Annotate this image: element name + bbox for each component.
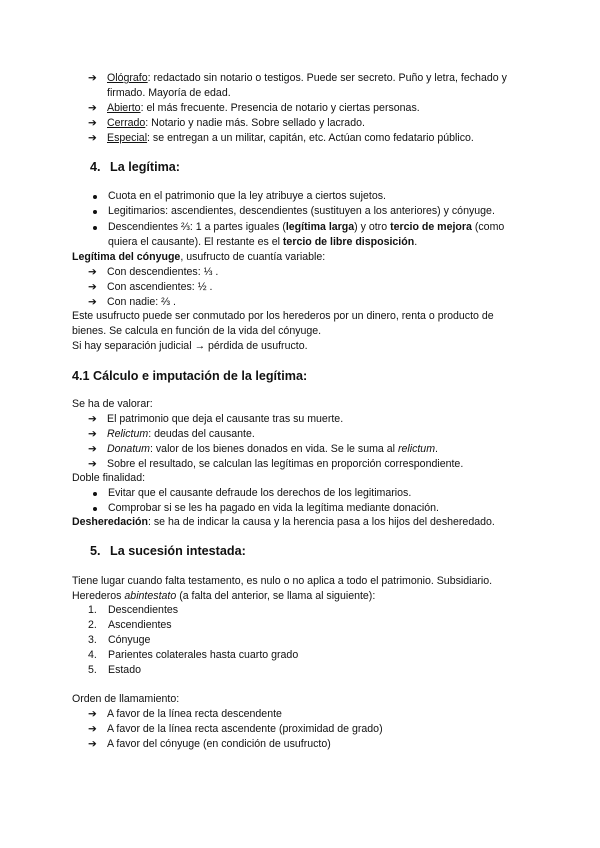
heir-number: 3. bbox=[88, 634, 97, 646]
heir-number: 4. bbox=[88, 649, 97, 661]
usufructo-para-3: Si hay separación judicial → pérdida de usufructo. bbox=[72, 340, 308, 352]
b3-tercio-mejora: tercio de mejora bbox=[390, 221, 472, 233]
legitima-bullet-3-cont bbox=[108, 236, 417, 249]
testament-especial bbox=[107, 132, 474, 145]
bullet-icon bbox=[93, 226, 97, 230]
text-olografo: : redactado sin notario o testigos. Puede ser secreto. Puño y letra, fechado y bbox=[147, 72, 507, 84]
orden-item-3: A favor del cónyuge (en condición de usufructo) bbox=[107, 738, 331, 750]
valorar-item-4: Sobre el resultado, se calculan las legítimas en proporción correspondiente. bbox=[107, 458, 464, 470]
conyuge-line bbox=[72, 251, 325, 264]
term-abierto: Abierto bbox=[107, 102, 141, 114]
usufructo-para-1: Este usufructo puede ser conmutado por los herederos por un dinero, renta o producto de bbox=[72, 310, 494, 322]
bullet-icon bbox=[93, 210, 97, 214]
term-especial: Especial bbox=[107, 132, 148, 144]
orden-intro: Orden de llamamiento: bbox=[72, 693, 180, 705]
desheredacion-line bbox=[72, 516, 495, 529]
heir-item: Descendientes bbox=[108, 604, 179, 616]
conyuge-item-2: Con ascendientes: ½ . bbox=[107, 281, 213, 293]
valorar-intro: Se ha de valorar: bbox=[72, 398, 153, 410]
b3-end: . bbox=[414, 236, 418, 248]
arrow-icon: ➔ bbox=[88, 708, 97, 720]
bullet-icon bbox=[93, 492, 97, 496]
heir-number: 2. bbox=[88, 619, 97, 631]
desheredacion-term: Desheredación bbox=[72, 516, 148, 528]
legitima-bullet-2: Legitimarios: ascendientes, descendientes (sustituyen a los anteriores) y cónyuge. bbox=[108, 205, 495, 217]
finalidad-1: Evitar que el causante defraude los derechos de los legitimarios. bbox=[108, 487, 412, 499]
term-olografo: Ológrafo bbox=[107, 72, 148, 84]
arrow-icon: ➔ bbox=[88, 117, 97, 129]
section-5-number: 5. bbox=[90, 544, 101, 558]
term-donatum: Donatum bbox=[107, 443, 150, 455]
b3-legitima-larga: legítima larga bbox=[285, 221, 355, 233]
intestada-para-1: Tiene lugar cuando falta testamento, es nulo o no aplica a todo el patrimonio. Subsidiario. bbox=[72, 575, 493, 587]
text-relictum: : deudas del causante. bbox=[148, 428, 255, 440]
orden-item-2: A favor de la línea recta ascendente (proximidad de grado) bbox=[107, 723, 383, 735]
arrow-icon: ➔ bbox=[88, 428, 97, 440]
valorar-item-2 bbox=[107, 428, 255, 441]
legitima-bullet-3 bbox=[108, 221, 504, 234]
b3-part3: (como bbox=[471, 221, 505, 233]
arrow-icon: ➔ bbox=[88, 458, 97, 470]
conyuge-text: , usufructo de cuantía variable: bbox=[180, 251, 326, 263]
conyuge-item-3: Con nadie: ⅔ . bbox=[107, 296, 176, 308]
heir-number: 5. bbox=[88, 664, 97, 676]
text-especial: : se entregan a un militar, capitán, etc. Actúan como fedatario público. bbox=[147, 132, 474, 144]
section-4-number: 4. bbox=[90, 160, 101, 174]
section-4-title: La legítima: bbox=[110, 160, 180, 174]
text-donatum-end: . bbox=[435, 443, 438, 455]
orden-item-1: A favor de la línea recta descendente bbox=[107, 708, 282, 720]
section-4-1-title: 4.1 Cálculo e imputación de la legítima: bbox=[72, 369, 308, 383]
arrow-icon: ➔ bbox=[88, 102, 97, 114]
arrow-icon: ➔ bbox=[88, 443, 97, 455]
intestada-para-2 bbox=[72, 590, 375, 603]
testament-olografo-cont: firmado. Mayoría de edad. bbox=[107, 87, 231, 99]
p2-start: Herederos bbox=[72, 590, 125, 602]
arrow-icon: ➔ bbox=[88, 132, 97, 144]
text-abierto: : el más frecuente. Presencia de notario y ciertas personas. bbox=[140, 102, 420, 114]
doble-finalidad: Doble finalidad: bbox=[72, 472, 146, 484]
heir-item: Parientes colaterales hasta cuarto grado bbox=[108, 649, 299, 661]
b3-part1: Descendientes ⅔: 1 a partes iguales ( bbox=[108, 221, 286, 233]
section-5-title: La sucesión intestada: bbox=[110, 544, 246, 558]
legitima-bullet-1: Cuota en el patrimonio que la ley atribuye a ciertos sujetos. bbox=[108, 190, 386, 202]
b3-line2: quiera el causante). El restante es el bbox=[108, 236, 283, 248]
heir-number: 1. bbox=[88, 604, 97, 616]
valorar-item-3 bbox=[107, 443, 438, 456]
bullet-icon bbox=[93, 195, 97, 199]
testament-abierto bbox=[107, 102, 420, 115]
term-abintestato: abintestato bbox=[124, 590, 177, 602]
arrow-icon: ➔ bbox=[88, 296, 97, 308]
arrow-icon: ➔ bbox=[88, 738, 97, 750]
usufructo-para-2: bienes. Se calcula en función de la vida del cónyuge. bbox=[72, 325, 322, 337]
bullet-icon bbox=[93, 507, 97, 511]
term-cerrado: Cerrado bbox=[107, 117, 146, 129]
testament-olografo bbox=[107, 72, 507, 85]
arrow-icon: ➔ bbox=[88, 723, 97, 735]
valorar-item-1: El patrimonio que deja el causante tras su muerte. bbox=[107, 413, 344, 425]
text-cerrado: : Notario y nadie más. Sobre sellado y lacrado. bbox=[145, 117, 365, 129]
heir-item: Ascendientes bbox=[108, 619, 172, 631]
conyuge-term: Legítima del cónyuge bbox=[72, 251, 181, 263]
desheredacion-text: : se ha de indicar la causa y la herencia pasa a los hijos del desheredado. bbox=[147, 516, 495, 528]
finalidad-2: Comprobar si se les ha pagado en vida la legítima mediante donación. bbox=[108, 502, 439, 514]
p2-end: (a falta del anterior, se llama al siguiente): bbox=[176, 590, 376, 602]
b3-tercio-libre: tercio de libre disposición bbox=[282, 236, 415, 248]
heir-item: Estado bbox=[108, 664, 141, 676]
arrow-icon: ➔ bbox=[88, 281, 97, 293]
text-donatum: : valor de los bienes donados en vida. Se le suma al bbox=[150, 443, 398, 455]
b3-part2: ) y otro bbox=[354, 221, 391, 233]
term-relictum-2: relictum bbox=[397, 443, 436, 455]
term-relictum: Relictum bbox=[107, 428, 149, 440]
arrow-icon: ➔ bbox=[88, 72, 97, 84]
arrow-icon: ➔ bbox=[88, 266, 97, 278]
heir-item: Cónyuge bbox=[108, 634, 151, 646]
conyuge-item-1: Con descendientes: ⅓ . bbox=[107, 266, 219, 278]
arrow-icon: ➔ bbox=[88, 413, 97, 425]
testament-cerrado bbox=[107, 117, 365, 130]
